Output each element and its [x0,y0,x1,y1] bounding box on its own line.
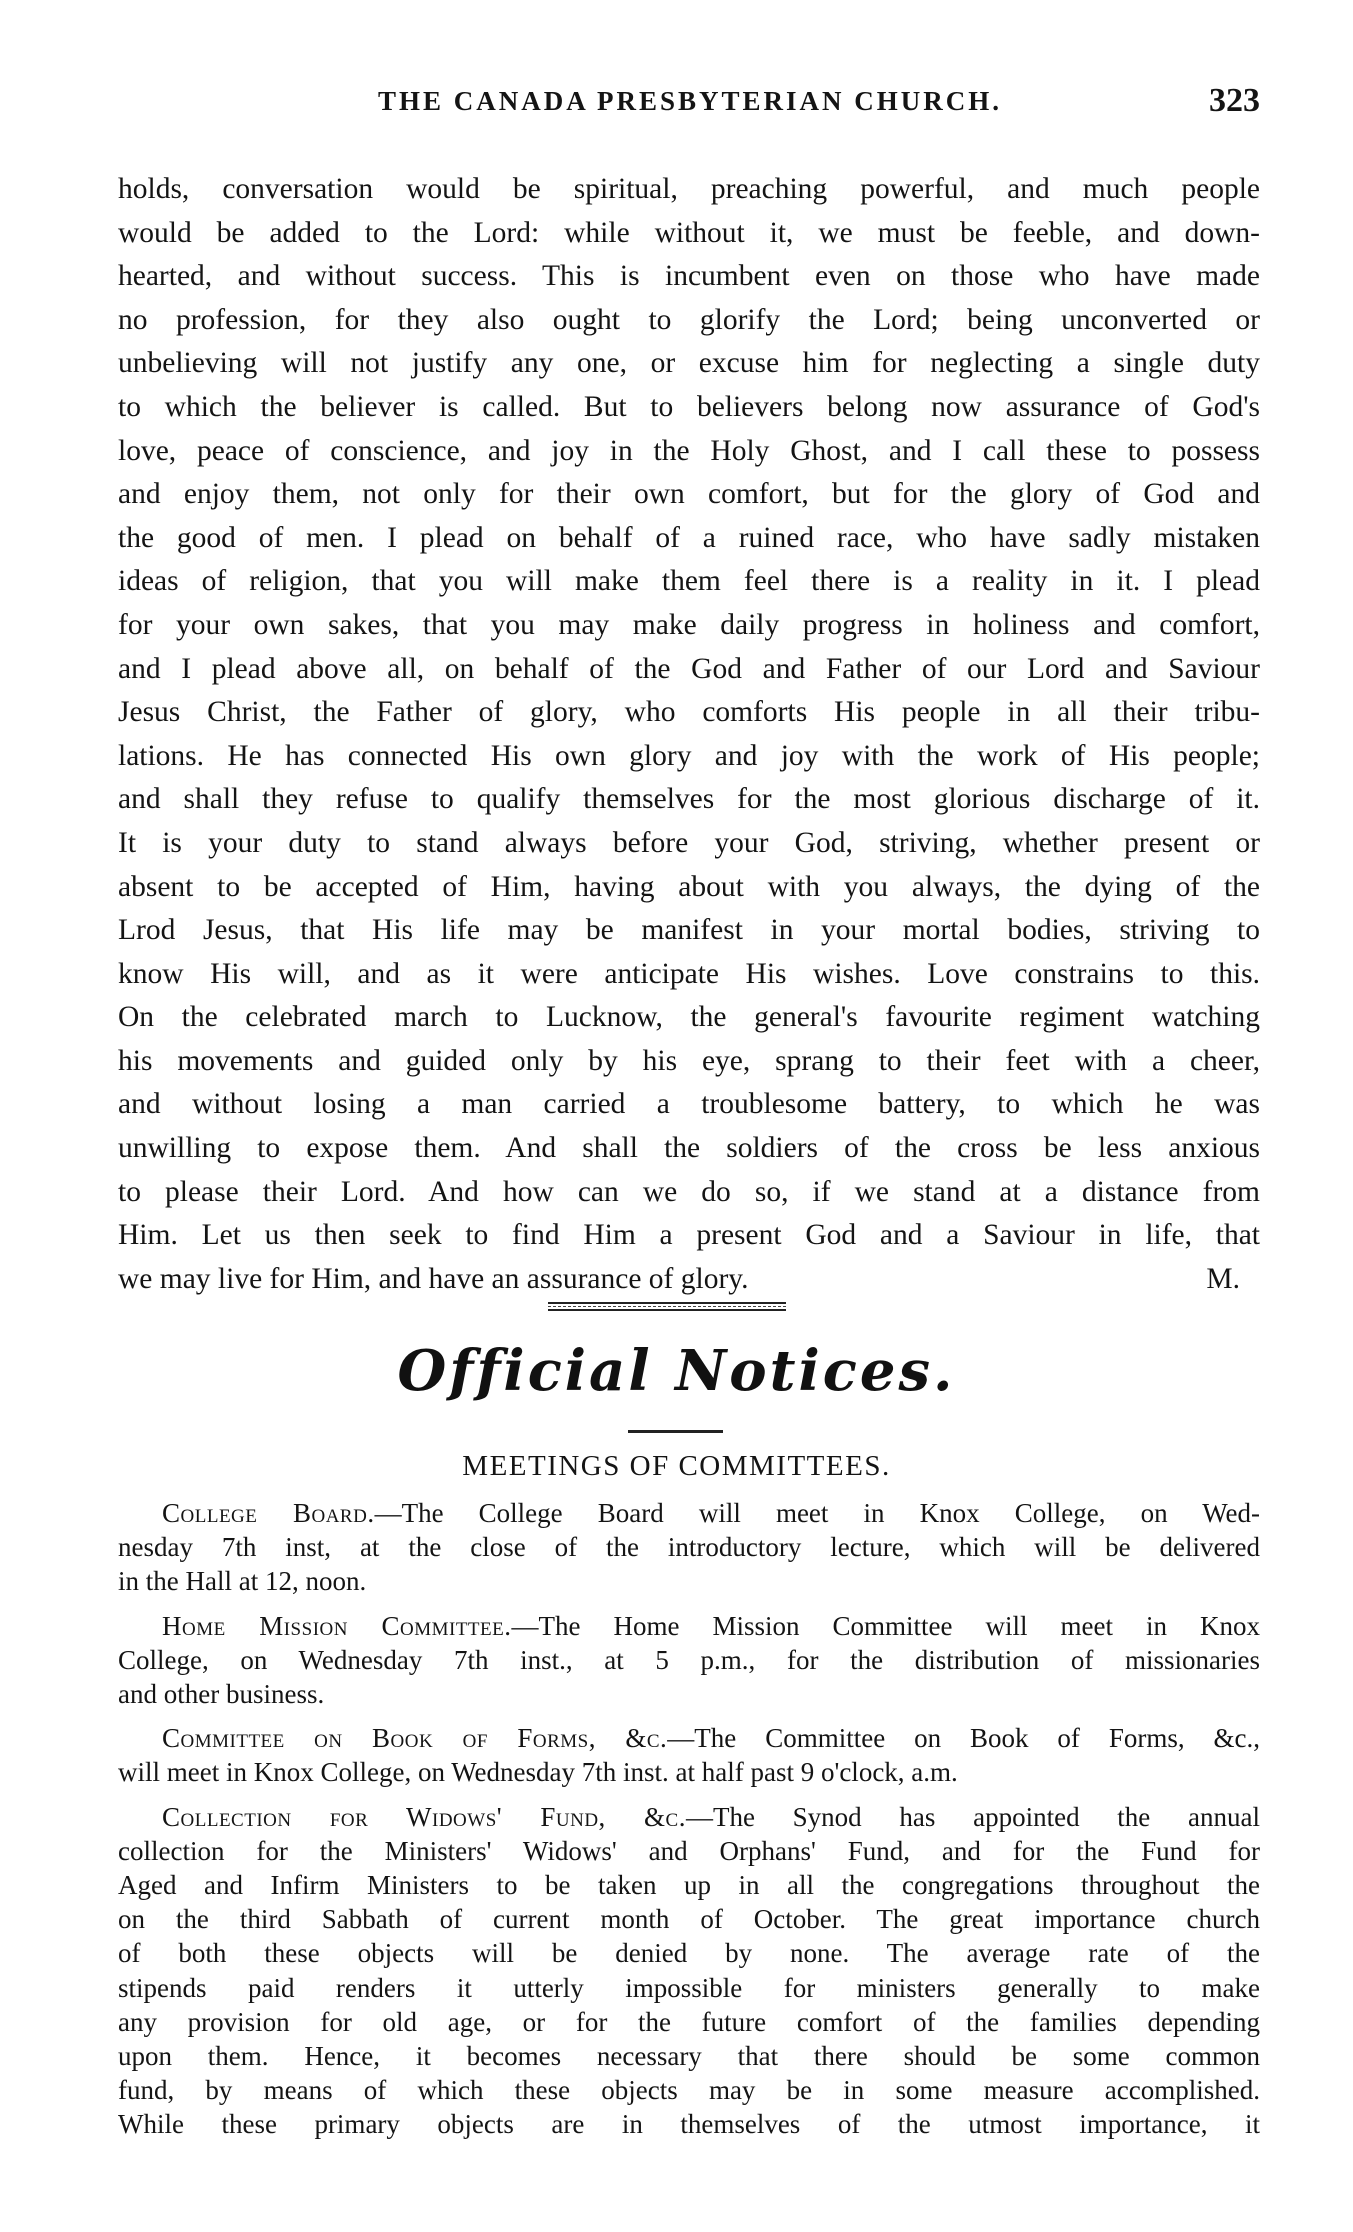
notice-line: any provision for old age, or for the future comfort of the families depending [118,2006,1260,2037]
notice-line: collection for the Ministers' Widows' and Orphans' Fund, and for the Fund for [118,1835,1260,1866]
notice-text: —The College Board will meet in Knox College, on Wed- [374,1498,1260,1528]
article-last-line [118,1258,1260,1302]
notice-home-mission [118,1609,1260,1712]
notice-line [118,1721,1260,1755]
article-line: for your own sakes, that you may make daily progress in holiness and comfort, [118,608,1260,641]
article-line: On the celebrated march to Lucknow, the general's favourite regiment watching [118,1001,1260,1034]
notice-college-board [118,1496,1260,1599]
article-line: holds, conversation would be spiritual, preaching powerful, and much people [118,173,1260,205]
article-line: and shall they refuse to qualify themselves for the most glorious discharge of it. [118,783,1260,816]
notice-heading: College Board. [162,1498,375,1528]
notice-line: nesday 7th inst, at the close of the introductory lecture, which will be delivered [118,1532,1260,1563]
article-line: to please their Lord. And how can we do so, if we stand at a distance from [118,1175,1260,1208]
notice-line: on the third Sabbath of current month of October. The great importance church [118,1904,1260,1935]
article-body [118,168,1260,1301]
notice-line: and other business. [118,1679,325,1710]
article-line: Lrod Jesus, that His life may be manifest in your mortal bodies, striving to [118,914,1260,947]
article-line: would be added to the Lord: while without it, we must be feeble, and down- [118,216,1260,249]
page-number: 323 [1209,82,1260,119]
notice-book-of-forms [118,1721,1260,1789]
notice-line: will meet in Knox College, on Wednesday 7th inst. at half past 9 o'clock, a.m. [118,1757,958,1788]
notice-line: in the Hall at 12, noon. [118,1566,367,1597]
double-rule-divider [548,1302,786,1311]
section-title: Official Notices. [397,1338,956,1404]
article-line: ideas of religion, that you will make them feel there is a reality in it. I plead [118,565,1260,598]
article-line: the good of men. I plead on behalf of a ruined race, who have sadly mistaken [118,521,1260,554]
article-line: and enjoy them, not only for their own comfort, but for the glory of God and [118,478,1260,511]
article-line: absent to be accepted of Him, having about with you always, the dying of the [118,870,1260,903]
article-line: and without losing a man carried a troublesome battery, to which he was [118,1088,1260,1121]
article-line: know His will, and as it were anticipate His wishes. Love constrains to this. [118,957,1260,990]
notice-text: —The Committee on Book of Forms, &c., [667,1723,1260,1754]
notice-line: upon them. Hence, it becomes necessary that there should be some common [118,2041,1260,2072]
notice-heading: Committee on Book of Forms, &c. [162,1723,668,1754]
article-line: Jesus Christ, the Father of glory, who comforts His people in all their tribu- [118,696,1260,729]
running-head: THE CANADA PRESBYTERIAN CHURCH. [377,86,1003,116]
notice-text: —The Synod has appointed the annual [685,1801,1260,1832]
notice-line: stipends paid renders it utterly impossible for ministers generally to make [118,1972,1260,2003]
article-line: lations. He has connected His own glory and joy with the work of His people; [118,739,1260,772]
article-line: we may live for Him, and have an assurance of glory. [118,1262,749,1295]
notice-line: College, on Wednesday 7th inst., at 5 p.m., for the distribution of missionaries [118,1644,1260,1675]
notices-list [118,1496,1260,2152]
article-line: to which the believer is called. But to believers belong now assurance of God's [118,390,1260,423]
article-line: Him. Let us then seek to find Him a present God and a Saviour in life, that [118,1219,1260,1252]
notice-text: —The Home Mission Committee will meet in Knox [511,1610,1260,1641]
notice-line [118,1496,1260,1530]
notice-line: While these primary objects are in themselves of the utmost importance, it [118,2109,1260,2140]
article-line: no profession, for they also ought to glorify the Lord; being unconverted or [118,303,1260,336]
article-line: hearted, and without success. This is incumbent even on those who have made [118,260,1260,293]
notice-line: fund, by means of which these objects may be in some measure accomplished. [118,2075,1260,2106]
article-line: his movements and guided only by his eye, sprang to their feet with a cheer, [118,1044,1260,1077]
signature: M. [1206,1262,1240,1295]
notice-widows-fund [118,1800,1260,2142]
notice-heading: Collection for Widows' Fund, &c. [162,1801,686,1832]
notice-heading: Home Mission Committee. [162,1610,512,1641]
notice-line [118,1609,1260,1643]
article-line: unwilling to expose them. And shall the soldiers of the cross be less anxious [118,1132,1260,1165]
article-line: unbelieving will not justify any one, or excuse him for neglecting a single duty [118,347,1260,380]
page-header [120,82,1260,126]
notice-line [118,1800,1260,1834]
article-line: love, peace of conscience, and joy in the Holy Ghost, and I call these to possess [118,434,1260,467]
article-line: and I plead above all, on behalf of the God and Father of our Lord and Saviour [118,652,1260,685]
short-rule-divider [628,1430,723,1433]
notice-line: Aged and Infirm Ministers to be taken up in all the congregations throughout the [118,1870,1260,1901]
section-subtitle: MEETINGS OF COMMITTEES. [462,1450,891,1482]
notice-line: of both these objects will be denied by none. The average rate of the [118,1938,1260,1969]
article-line: It is your duty to stand always before your God, striving, whether present or [118,826,1260,859]
